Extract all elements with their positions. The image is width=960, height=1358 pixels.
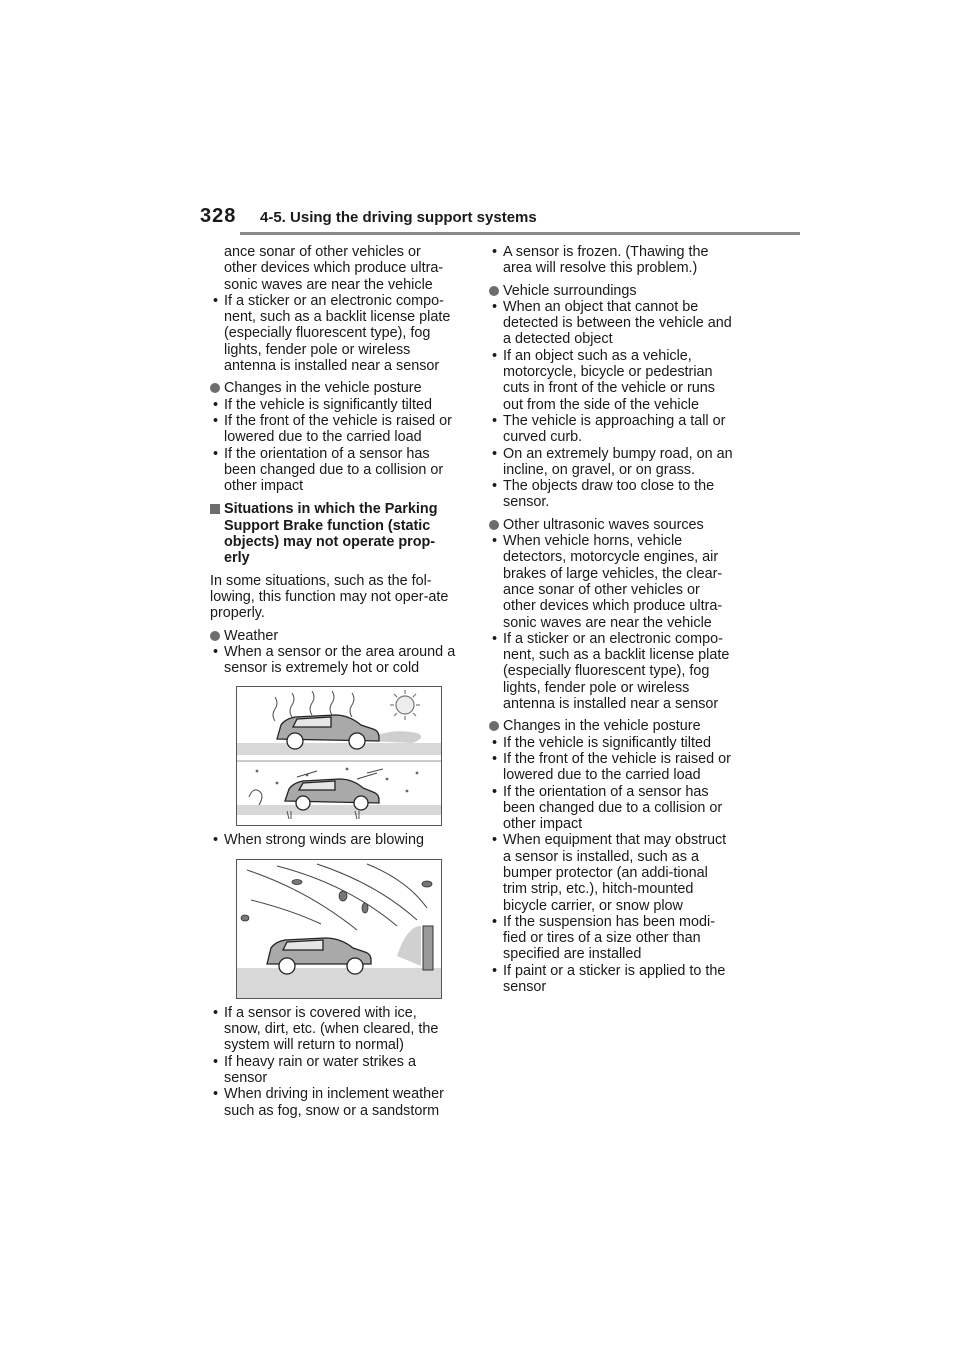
intro-paragraph: In some situations, such as the fol-lowing, this function may not oper-ate properly. xyxy=(210,572,449,622)
list-item: • When driving in inclement weather such as fog, snow or a sandstorm xyxy=(210,1086,456,1119)
list-item: • If the orientation of a sensor has been changed due to a collision or other impact xyxy=(489,784,735,833)
page-number: 328 xyxy=(200,205,237,227)
header-rule xyxy=(240,232,800,235)
condition-heading: Changes in the vehicle posture xyxy=(210,380,456,396)
list-item: • The objects draw too close to the sensor. xyxy=(489,478,735,511)
list-item: • When a sensor or the area around a sensor is extremely hot or cold xyxy=(210,644,456,677)
list-item: • If the suspension has been modi-fied or tires of a size other than specified are installed xyxy=(489,914,735,963)
condition-heading: Vehicle surroundings xyxy=(489,283,735,299)
list-item: • If a sticker or an electronic compo-nent, such as a backlit license plate (especially fluorescent type), fog lights, fender pole or wireless antenna is installed near a sensor xyxy=(210,293,456,374)
left-column xyxy=(210,244,456,1119)
list-item: • If the front of the vehicle is raised or lowered due to the carried load xyxy=(489,751,735,784)
car-in-strong-wind-illustration xyxy=(236,859,442,999)
list-item: • A sensor is frozen. (Thawing the area will resolve this problem.) xyxy=(489,244,735,277)
car-in-heat-and-snow-illustration xyxy=(236,686,442,826)
condition-heading: Changes in the vehicle posture xyxy=(489,718,735,734)
list-item: • If the vehicle is significantly tilted xyxy=(210,397,456,413)
page-header xyxy=(200,205,800,237)
list-item: • If a sticker or an electronic compo-nent, such as a backlit license plate (especially fluorescent type), fog lights, fender pole or wireless antenna is installed near a sensor xyxy=(489,631,735,712)
list-item: • The vehicle is approaching a tall or curved curb. xyxy=(489,413,735,446)
list-item: • If the vehicle is significantly tilted xyxy=(489,735,735,751)
list-item: • If an object such as a vehicle, motorcycle, bicycle or pedestrian cuts in front of the vehicle or runs out from the side of the vehicle xyxy=(489,348,735,413)
right-column xyxy=(489,244,735,995)
list-item: • When strong winds are blowing xyxy=(210,832,456,848)
subsection-heading: Situations in which the Parking Support Brake function (static objects) may not operate prop-erly xyxy=(210,501,456,566)
list-item: • If the orientation of a sensor has been changed due to a collision or other impact xyxy=(210,446,456,495)
list-item: • If a sensor is covered with ice, snow, dirt, etc. (when cleared, the system will return to normal) xyxy=(210,1005,456,1054)
section-title: 4-5. Using the driving support systems xyxy=(260,209,537,226)
list-item: • When vehicle horns, vehicle detectors, motorcycle engines, air brakes of large vehicles, the clear-ance sonar of other vehicles or other devices which produce ultra-sonic waves are near the vehicle xyxy=(489,533,735,631)
list-item: • If heavy rain or water strikes a sensor xyxy=(210,1054,456,1087)
list-item: • When equipment that may obstruct a sensor is installed, such as a bumper protector (an addi-tional trim strip, etc.), hitch-mounted bicycle carrier, or snow plow xyxy=(489,832,735,913)
list-item: • If paint or a sticker is applied to the sensor xyxy=(489,963,735,996)
list-item: • On an extremely bumpy road, on an incline, on gravel, or on grass. xyxy=(489,446,735,479)
continued-text: ance sonar of other vehicles or other devices which produce ultra-sonic waves are near the vehicle xyxy=(224,244,444,293)
list-item: • If the front of the vehicle is raised or lowered due to the carried load xyxy=(210,413,456,446)
list-item: • When an object that cannot be detected is between the vehicle and a detected object xyxy=(489,299,735,348)
condition-heading: Other ultrasonic waves sources xyxy=(489,517,735,533)
condition-heading: Weather xyxy=(210,628,456,644)
